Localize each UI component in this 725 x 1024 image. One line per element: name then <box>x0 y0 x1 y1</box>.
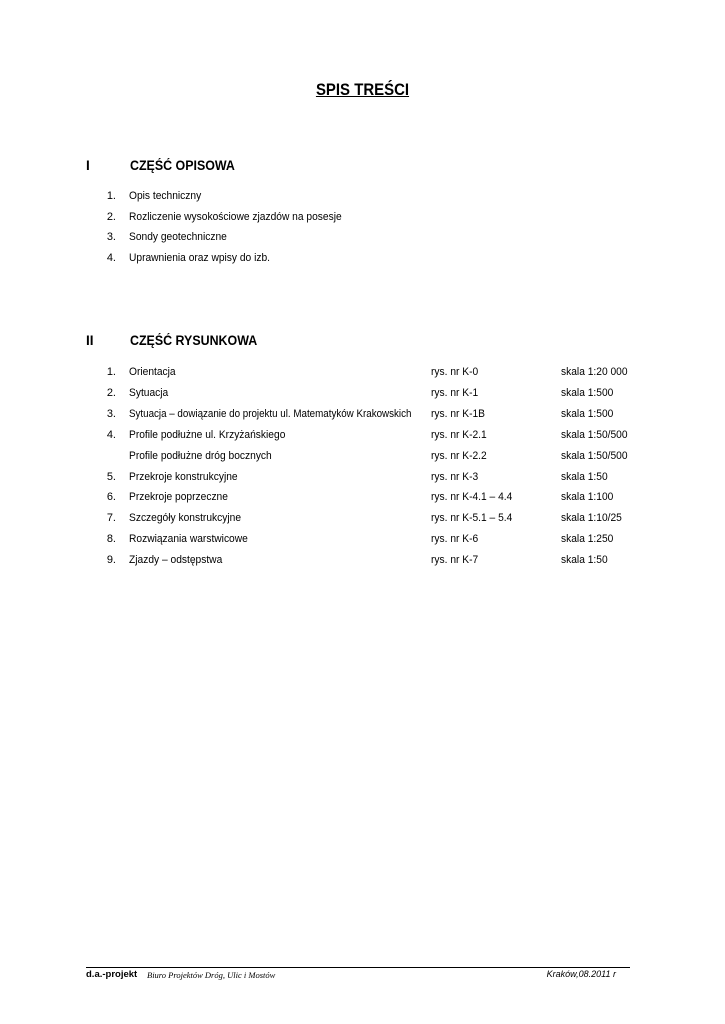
table-row <box>0 366 725 382</box>
page-footer <box>86 969 630 983</box>
footer-brand: d.a.-projekt <box>86 969 138 980</box>
drawing-scale: skala 1:500 <box>561 407 614 420</box>
item-text: Orientacja <box>129 366 176 378</box>
drawing-scale: skala 1:100 <box>561 491 614 504</box>
drawing-number: rys. nr K-1B <box>431 407 486 420</box>
drawing-scale: skala 1:50/500 <box>561 428 628 441</box>
drawing-number: rys. nr K-7 <box>431 554 479 567</box>
section-title: CZĘŚĆ RYSUNKOWA <box>130 333 258 348</box>
item-number: 3. <box>106 231 116 244</box>
item-text: Przekroje konstrukcyjne <box>129 470 238 483</box>
drawing-scale: skala 1:10/25 <box>561 512 622 525</box>
drawing-scale: skala 1:500 <box>561 386 614 399</box>
footer-subtitle: Biuro Projektów Dróg, Ulic i Mostów <box>147 970 276 980</box>
drawing-scale: skala 1:20 000 <box>561 366 628 378</box>
item-text: Opis techniczny <box>129 190 202 202</box>
drawing-scale: skala 1:250 <box>561 533 614 546</box>
drawing-number: rys. nr K-4.1 – 4.4 <box>431 491 513 504</box>
drawing-scale: skala 1:50 <box>561 554 608 567</box>
item-number: 7. <box>106 512 116 525</box>
drawing-number: rys. nr K-3 <box>431 470 479 483</box>
list-item <box>0 211 725 227</box>
list-item <box>0 190 725 206</box>
item-number: 9. <box>106 554 116 567</box>
table-row <box>0 429 725 445</box>
footer-divider <box>86 967 630 968</box>
item-number: 6. <box>106 491 116 504</box>
item-text: Profile podłużne dróg bocznych <box>129 449 272 462</box>
drawing-number: rys. nr K-6 <box>431 533 479 546</box>
table-row <box>0 408 725 424</box>
item-number: 3. <box>106 407 116 420</box>
section-title: CZĘŚĆ OPISOWA <box>130 158 235 173</box>
item-text: Rozwiązania warstwicowe <box>129 533 248 546</box>
item-text: Rozliczenie wysokościowe zjazdów na posesje <box>129 210 342 223</box>
table-row <box>0 491 725 507</box>
item-text: Uprawnienia oraz wpisy do izb. <box>129 252 271 265</box>
table-row <box>0 512 725 528</box>
drawing-scale: skala 1:50/500 <box>561 449 628 462</box>
drawing-number: rys. nr K-5.1 – 5.4 <box>431 512 513 525</box>
item-text: Szczegóły konstrukcyjne <box>129 512 242 525</box>
table-row <box>0 450 725 466</box>
item-number: 4. <box>106 252 116 265</box>
item-number: 1. <box>106 190 116 202</box>
list-item <box>0 252 725 268</box>
item-text: Sytuacja – dowiązanie do projektu ul. Matematyków Krakowskich <box>129 407 412 420</box>
item-number: 1. <box>106 366 116 378</box>
page-title: SPIS TREŚCI <box>315 80 410 99</box>
item-number: 4. <box>106 428 116 441</box>
table-row <box>0 387 725 403</box>
drawing-number: rys. nr K-2.2 <box>431 449 487 462</box>
table-row <box>0 533 725 549</box>
section-roman-numeral: I <box>86 158 90 173</box>
drawing-scale: skala 1:50 <box>561 470 608 483</box>
drawing-number: rys. nr K-2.1 <box>431 428 487 441</box>
item-text: Przekroje poprzeczne <box>129 491 228 504</box>
item-text: Sondy geotechniczne <box>129 231 227 244</box>
item-number: 8. <box>106 533 116 546</box>
table-row <box>0 554 725 570</box>
item-number: 2. <box>106 386 116 399</box>
list-item <box>0 231 725 247</box>
item-text: Sytuacja <box>129 386 169 399</box>
item-number: 5. <box>106 470 116 483</box>
table-row <box>0 471 725 487</box>
drawing-number: rys. nr K-0 <box>431 366 479 378</box>
footer-date: Kraków,08.2011 r <box>546 969 616 979</box>
item-text: Zjazdy – odstępstwa <box>129 554 223 567</box>
item-number: 2. <box>106 210 116 223</box>
section-roman-numeral: II <box>86 333 94 348</box>
item-text: Profile podłużne ul. Krzyżańskiego <box>129 428 286 441</box>
drawing-number: rys. nr K-1 <box>431 386 479 399</box>
